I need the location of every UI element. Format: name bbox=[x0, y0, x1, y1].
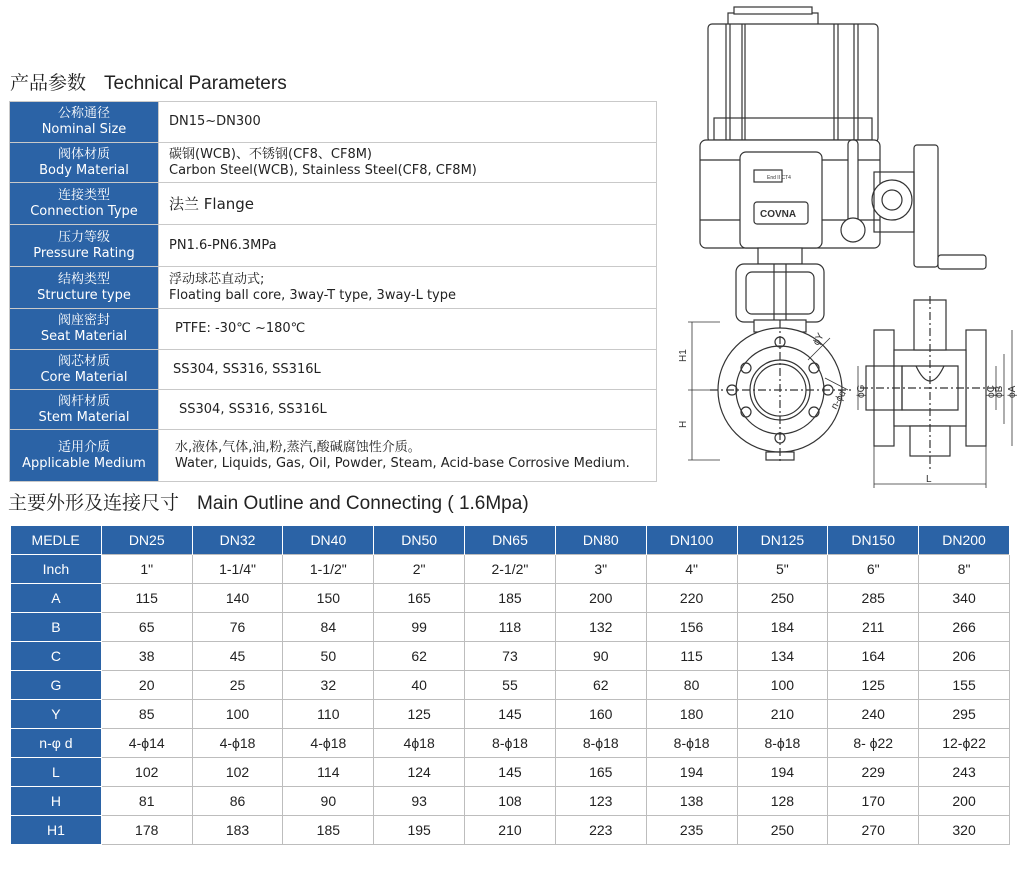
table-cell: 40 bbox=[374, 671, 465, 700]
header-cell: MEDLE bbox=[11, 526, 102, 555]
table-cell: 125 bbox=[374, 700, 465, 729]
table-cell: 93 bbox=[374, 787, 465, 816]
dim-label-h1: H1 bbox=[678, 349, 689, 362]
table-cell: 250 bbox=[737, 584, 828, 613]
row-header-cell: n-φ d bbox=[11, 729, 102, 758]
param-label: 阀杆材质 Stem Material bbox=[10, 390, 159, 430]
table-cell: 73 bbox=[465, 642, 556, 671]
row-header-cell: L bbox=[11, 758, 102, 787]
table-cell: 140 bbox=[192, 584, 283, 613]
table-cell: 50 bbox=[283, 642, 374, 671]
param-label: 适用介质 Applicable Medium bbox=[10, 430, 159, 482]
row-header-cell: H bbox=[11, 787, 102, 816]
table-cell: 240 bbox=[828, 700, 919, 729]
table-cell: 76 bbox=[192, 613, 283, 642]
table-cell: 250 bbox=[737, 816, 828, 845]
param-row bbox=[10, 183, 657, 225]
dim-label-h: H bbox=[678, 420, 689, 428]
table-row bbox=[11, 758, 1010, 787]
param-value: DN15~DN300 bbox=[159, 102, 657, 143]
table-cell: 99 bbox=[374, 613, 465, 642]
dim-label-y: ϕY bbox=[811, 331, 827, 348]
table-cell: 100 bbox=[737, 671, 828, 700]
param-row bbox=[10, 225, 657, 267]
table-cell: 86 bbox=[192, 787, 283, 816]
section-title-en: Technical Parameters bbox=[104, 73, 287, 94]
table-cell: 4-ϕ18 bbox=[283, 729, 374, 758]
table-cell: 12-ϕ22 bbox=[919, 729, 1010, 758]
param-row bbox=[10, 143, 657, 183]
table-cell: 210 bbox=[737, 700, 828, 729]
table-cell: 210 bbox=[465, 816, 556, 845]
table-cell: 2" bbox=[374, 555, 465, 584]
param-label: 公称通径 Nominal Size bbox=[10, 102, 159, 143]
table-cell: 8" bbox=[919, 555, 1010, 584]
table-cell: 4ϕ18 bbox=[374, 729, 465, 758]
table-cell: 81 bbox=[101, 787, 192, 816]
table-cell: 155 bbox=[919, 671, 1010, 700]
table-cell: 138 bbox=[646, 787, 737, 816]
dim-label-b: ϕB bbox=[994, 385, 1005, 398]
table-row bbox=[11, 642, 1010, 671]
row-header-cell: G bbox=[11, 671, 102, 700]
table-cell: 4" bbox=[646, 555, 737, 584]
table-cell: 32 bbox=[283, 671, 374, 700]
table-cell: 243 bbox=[919, 758, 1010, 787]
table-cell: 266 bbox=[919, 613, 1010, 642]
dimensions-header-row bbox=[11, 526, 1010, 555]
table-cell: 165 bbox=[555, 758, 646, 787]
table-cell: 62 bbox=[555, 671, 646, 700]
table-cell: 108 bbox=[465, 787, 556, 816]
table-row bbox=[11, 787, 1010, 816]
table-cell: 194 bbox=[646, 758, 737, 787]
table-cell: 5" bbox=[737, 555, 828, 584]
table-row bbox=[11, 613, 1010, 642]
section-title-en: Main Outline and Connecting ( 1.6Mpa) bbox=[197, 493, 529, 514]
param-value: PN1.6-PN6.3MPa bbox=[159, 225, 657, 267]
header-cell: DN65 bbox=[465, 526, 556, 555]
param-row bbox=[10, 430, 657, 482]
param-value: 浮动球芯直动式; Floating ball core, 3way-T type, 3way-L type bbox=[159, 267, 657, 309]
param-row bbox=[10, 309, 657, 350]
param-value: SS304, SS316, SS316L bbox=[159, 390, 657, 430]
param-label: 压力等级 Pressure Rating bbox=[10, 225, 159, 267]
nameplate-text: End II CT4 bbox=[767, 175, 791, 181]
table-row bbox=[11, 555, 1010, 584]
row-header-cell: B bbox=[11, 613, 102, 642]
brand-logo-text: COVNA bbox=[760, 209, 797, 220]
table-cell: 185 bbox=[283, 816, 374, 845]
table-cell: 229 bbox=[828, 758, 919, 787]
table-cell: 1-1/4" bbox=[192, 555, 283, 584]
header-cell: DN25 bbox=[101, 526, 192, 555]
param-value: 水,液体,气体,油,粉,蒸汽,酸碱腐蚀性介质。 Water, Liquids, Gas, Oil, Powder, Steam, Acid-base Corrosive Medium. bbox=[159, 430, 657, 482]
table-cell: 235 bbox=[646, 816, 737, 845]
table-cell: 165 bbox=[374, 584, 465, 613]
param-label: 阀芯材质 Core Material bbox=[10, 350, 159, 390]
table-cell: 156 bbox=[646, 613, 737, 642]
table-cell: 118 bbox=[465, 613, 556, 642]
dimensions-table bbox=[10, 526, 1010, 845]
table-cell: 65 bbox=[101, 613, 192, 642]
table-cell: 90 bbox=[555, 642, 646, 671]
table-cell: 124 bbox=[374, 758, 465, 787]
table-cell: 4-ϕ14 bbox=[101, 729, 192, 758]
table-cell: 85 bbox=[101, 700, 192, 729]
table-cell: 178 bbox=[101, 816, 192, 845]
section-title-cn: 产品参数 bbox=[10, 72, 87, 94]
header-cell: DN32 bbox=[192, 526, 283, 555]
param-value: 法兰 Flange bbox=[159, 183, 657, 225]
row-header-cell: Y bbox=[11, 700, 102, 729]
table-cell: 6" bbox=[828, 555, 919, 584]
table-cell: 45 bbox=[192, 642, 283, 671]
param-row bbox=[10, 102, 657, 143]
param-value: 碳钢(WCB)、不锈钢(CF8、CF8M) Carbon Steel(WCB), Stainless Steel(CF8, CF8M) bbox=[159, 143, 657, 183]
table-cell: 145 bbox=[465, 758, 556, 787]
table-cell: 123 bbox=[555, 787, 646, 816]
table-cell: 164 bbox=[828, 642, 919, 671]
table-cell: 134 bbox=[737, 642, 828, 671]
table-cell: 320 bbox=[919, 816, 1010, 845]
table-cell: 195 bbox=[374, 816, 465, 845]
row-header-cell: H1 bbox=[11, 816, 102, 845]
table-cell: 206 bbox=[919, 642, 1010, 671]
table-cell: 185 bbox=[465, 584, 556, 613]
dim-label-c: ϕC bbox=[986, 385, 997, 398]
table-cell: 115 bbox=[101, 584, 192, 613]
param-label: 阀座密封 Seat Material bbox=[10, 309, 159, 350]
table-row bbox=[11, 816, 1010, 845]
param-value: SS304, SS316, SS316L bbox=[159, 350, 657, 390]
front-flange-view bbox=[688, 320, 852, 462]
param-row bbox=[10, 267, 657, 309]
table-row bbox=[11, 729, 1010, 758]
table-cell: 295 bbox=[919, 700, 1010, 729]
header-cell: DN125 bbox=[737, 526, 828, 555]
table-cell: 170 bbox=[828, 787, 919, 816]
table-cell: 3" bbox=[555, 555, 646, 584]
table-cell: 194 bbox=[737, 758, 828, 787]
table-cell: 183 bbox=[192, 816, 283, 845]
table-cell: 2-1/2" bbox=[465, 555, 556, 584]
table-cell: 62 bbox=[374, 642, 465, 671]
header-cell: DN100 bbox=[646, 526, 737, 555]
table-cell: 200 bbox=[555, 584, 646, 613]
table-cell: 125 bbox=[828, 671, 919, 700]
table-cell: 8-ϕ18 bbox=[646, 729, 737, 758]
table-cell: 8- ϕ22 bbox=[828, 729, 919, 758]
table-cell: 270 bbox=[828, 816, 919, 845]
table-cell: 38 bbox=[101, 642, 192, 671]
param-value: PTFE: -30℃ ~180℃ bbox=[159, 309, 657, 350]
table-cell: 90 bbox=[283, 787, 374, 816]
table-cell: 223 bbox=[555, 816, 646, 845]
table-cell: 20 bbox=[101, 671, 192, 700]
header-cell: DN150 bbox=[828, 526, 919, 555]
table-row bbox=[11, 671, 1010, 700]
table-cell: 1-1/2" bbox=[283, 555, 374, 584]
table-cell: 285 bbox=[828, 584, 919, 613]
param-row bbox=[10, 350, 657, 390]
table-cell: 25 bbox=[192, 671, 283, 700]
table-cell: 340 bbox=[919, 584, 1010, 613]
table-cell: 184 bbox=[737, 613, 828, 642]
section-title-technical-parameters bbox=[10, 68, 287, 95]
header-cell: DN50 bbox=[374, 526, 465, 555]
table-cell: 102 bbox=[101, 758, 192, 787]
table-cell: 180 bbox=[646, 700, 737, 729]
section-title-cn: 主要外形及连接尺寸 bbox=[8, 492, 180, 514]
table-cell: 220 bbox=[646, 584, 737, 613]
table-cell: 100 bbox=[192, 700, 283, 729]
table-cell: 80 bbox=[646, 671, 737, 700]
header-cell: DN200 bbox=[919, 526, 1010, 555]
table-row bbox=[11, 700, 1010, 729]
table-row bbox=[11, 584, 1010, 613]
table-cell: 200 bbox=[919, 787, 1010, 816]
row-header-cell: C bbox=[11, 642, 102, 671]
header-cell: DN80 bbox=[555, 526, 646, 555]
table-cell: 102 bbox=[192, 758, 283, 787]
section-title-main-outline bbox=[8, 488, 529, 515]
table-cell: 160 bbox=[555, 700, 646, 729]
parameters-table bbox=[9, 101, 657, 482]
dim-label-a: ϕA bbox=[1007, 385, 1018, 398]
table-cell: 150 bbox=[283, 584, 374, 613]
dim-label-nd: n-ϕd bbox=[829, 388, 849, 412]
param-label: 结构类型 Structure type bbox=[10, 267, 159, 309]
header-cell: DN40 bbox=[283, 526, 374, 555]
dim-label-g: ϕG bbox=[856, 384, 867, 398]
table-cell: 8-ϕ18 bbox=[465, 729, 556, 758]
row-header-cell: A bbox=[11, 584, 102, 613]
table-cell: 8-ϕ18 bbox=[555, 729, 646, 758]
table-cell: 4-ϕ18 bbox=[192, 729, 283, 758]
table-cell: 128 bbox=[737, 787, 828, 816]
valve-technical-drawing bbox=[670, 0, 1020, 490]
table-cell: 55 bbox=[465, 671, 556, 700]
table-cell: 110 bbox=[283, 700, 374, 729]
table-cell: 115 bbox=[646, 642, 737, 671]
table-cell: 1" bbox=[101, 555, 192, 584]
param-label: 连接类型 Connection Type bbox=[10, 183, 159, 225]
table-cell: 8-ϕ18 bbox=[737, 729, 828, 758]
actuator-drawing bbox=[700, 7, 986, 332]
table-cell: 114 bbox=[283, 758, 374, 787]
table-cell: 211 bbox=[828, 613, 919, 642]
param-row bbox=[10, 390, 657, 430]
table-cell: 84 bbox=[283, 613, 374, 642]
param-label: 阀体材质 Body Material bbox=[10, 143, 159, 183]
row-header-cell: Inch bbox=[11, 555, 102, 584]
table-cell: 132 bbox=[555, 613, 646, 642]
table-cell: 145 bbox=[465, 700, 556, 729]
dim-label-l: L bbox=[926, 474, 932, 485]
